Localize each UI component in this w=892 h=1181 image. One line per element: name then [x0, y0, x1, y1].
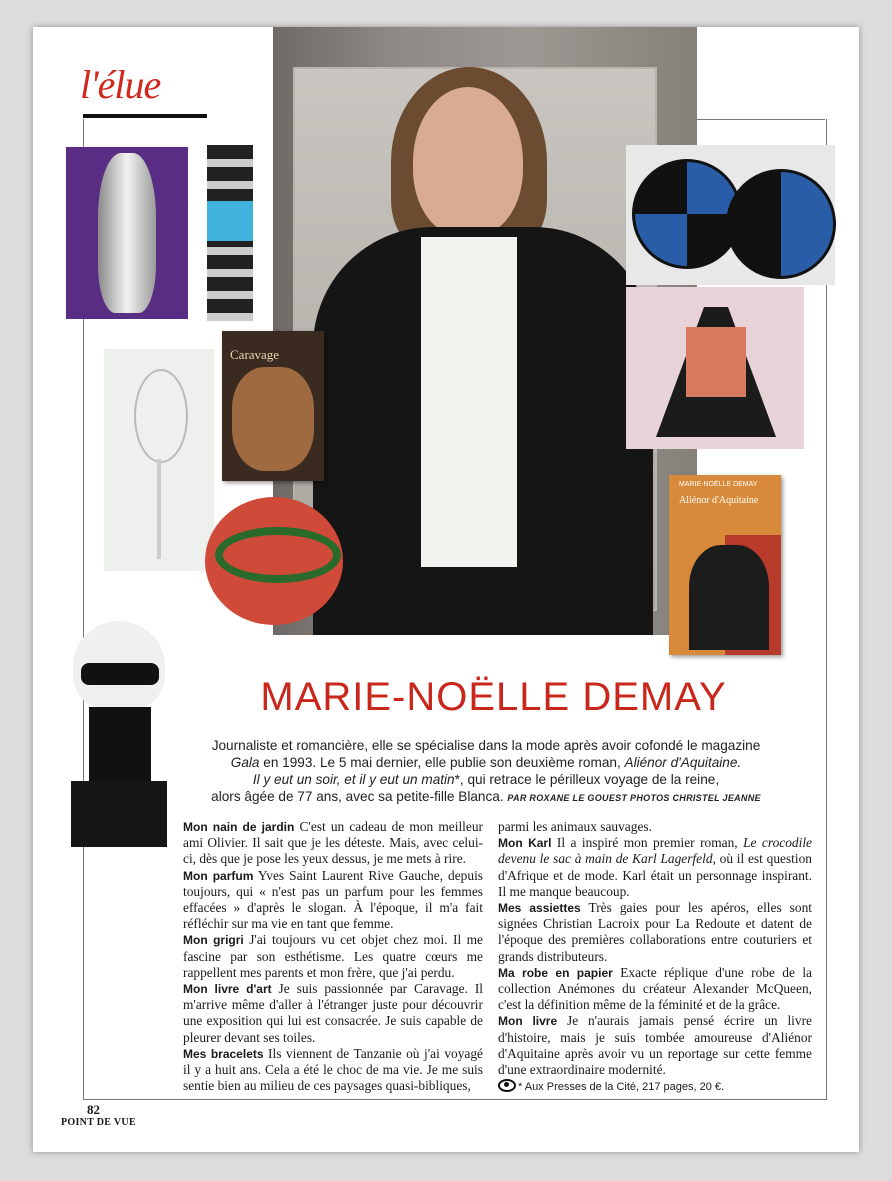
- art-book-photo: [222, 331, 324, 481]
- item-paragraph: Mon livre Je n'aurais jamais pensé écrire un livre d'histoire, mais je suis tombée amoureuse d'Aliénor d'Aquitaine après avoir vu un reportage sur cette femme d'une extraordinaire modernité.: [498, 1013, 812, 1078]
- novel-author: MARIE-NOËLLE DEMAY: [679, 481, 758, 488]
- rubric-underline: [83, 114, 207, 118]
- item-paragraph: Mon Karl Il a inspiré mon premier roman, Le crocodile devenu le sac à main de Karl Lagerfeld, où il est question d'Afrique et de mode. Karl était un personnage inspirant. Il me manque beaucoup.: [498, 835, 812, 899]
- text-column-left: [183, 819, 483, 1094]
- continued-paragraph: parmi les animaux sauvages.: [498, 819, 652, 834]
- magazine-page: [33, 27, 859, 1152]
- novel-cover-photo: [669, 475, 781, 655]
- perfume-bottle-photo: [207, 145, 253, 321]
- novel-title: Aliénor d'Aquitaine: [679, 495, 759, 506]
- footnote: * Aux Presses de la Cité, 217 pages, 20 €.: [498, 1078, 812, 1095]
- item-paragraph: Mes bracelets Ils viennent de Tanzanie où j'ai voyagé il y a huit ans. Cela a été le choc de ma vie. Je me suis sentie bien au milieu de ces paysages quasi-bibliques,: [183, 1045, 483, 1094]
- item-paragraph: Mon nain de jardin C'est un cadeau de mon meilleur ami Olivier. Il sait que je les déteste. Mais, avec celui-ci, dès que je pose les yeux dessus, je me mets à rire.: [183, 819, 483, 867]
- item-paragraph: Ma robe en papier Exacte réplique d'une robe de la collection Anémones du créateur Alexander McQueen, c'est la définition même de la féminité et de la grâce.: [498, 964, 812, 1013]
- garden-gnome-photo: [66, 147, 188, 319]
- page-number: 82: [87, 1102, 100, 1117]
- byline: PAR ROXANE LE GOUEST PHOTOS CHRISTEL JEANNE: [507, 793, 761, 803]
- portrait-face: [413, 87, 523, 237]
- grigri-radiometer-photo: [104, 349, 214, 571]
- portrait-shirt: [421, 237, 517, 567]
- magazine-name: POINT DE VUE: [61, 1117, 136, 1128]
- item-paragraph: Mes assiettes Très gaies pour les apéros, elles sont signées Christian Lacroix pour La Redoute et datent de l'époque des premières collaborations entre couturiers et grands distributeurs.: [498, 900, 812, 964]
- art-book-title: Caravage: [230, 347, 280, 362]
- plates-photo: [626, 145, 835, 285]
- item-paragraph: Mon grigri J'ai toujours vu cet objet chez moi. Il me fascine par son esthétisme. Les quatre cœurs me rappellent mes parents et mon frère, que j'ai perdu.: [183, 932, 483, 980]
- paper-dress-photo: [626, 287, 804, 449]
- item-paragraph: Mon parfum Yves Saint Laurent Rive Gauche, depuis toujours, qui « n'est pas un parfum pour les femmes effacées » d'après le slogan. À l'époque, il m'a fait réfléchir sur ma vie en tant que femme.: [183, 867, 484, 932]
- text-column-right: [498, 819, 812, 1095]
- intro-paragraph: Journaliste et romancière, elle se spécialise dans la mode après avoir cofondé le magazine Gala en 1993. Le 5 mai dernier, elle publie son deuxième roman, Aliénor d'Aquitaine. Il y eut un soir, et il y eut un matin*, qui retrace le périlleux voyage de la reine, alors âgée de 77 ans, avec sa petite-fille Blanca. PAR ROXANE LE GOUEST PHOTOS CHRISTEL JEANNE: [211, 738, 761, 804]
- page-title: MARIE-NOËLLE DEMAY: [260, 675, 727, 719]
- eye-icon: [498, 1079, 516, 1092]
- section-rubric: l'élue: [80, 62, 161, 107]
- bracelets-photo: [205, 497, 343, 625]
- item-paragraph: Mon livre d'art Je suis passionnée par Caravage. Il m'arrive même d'aller à l'étranger juste pour découvrir une exposition qui lui est consacrée. Je suis capable de pleurer devant ses toiles.: [183, 981, 483, 1045]
- karl-figurine-photo: [63, 621, 179, 857]
